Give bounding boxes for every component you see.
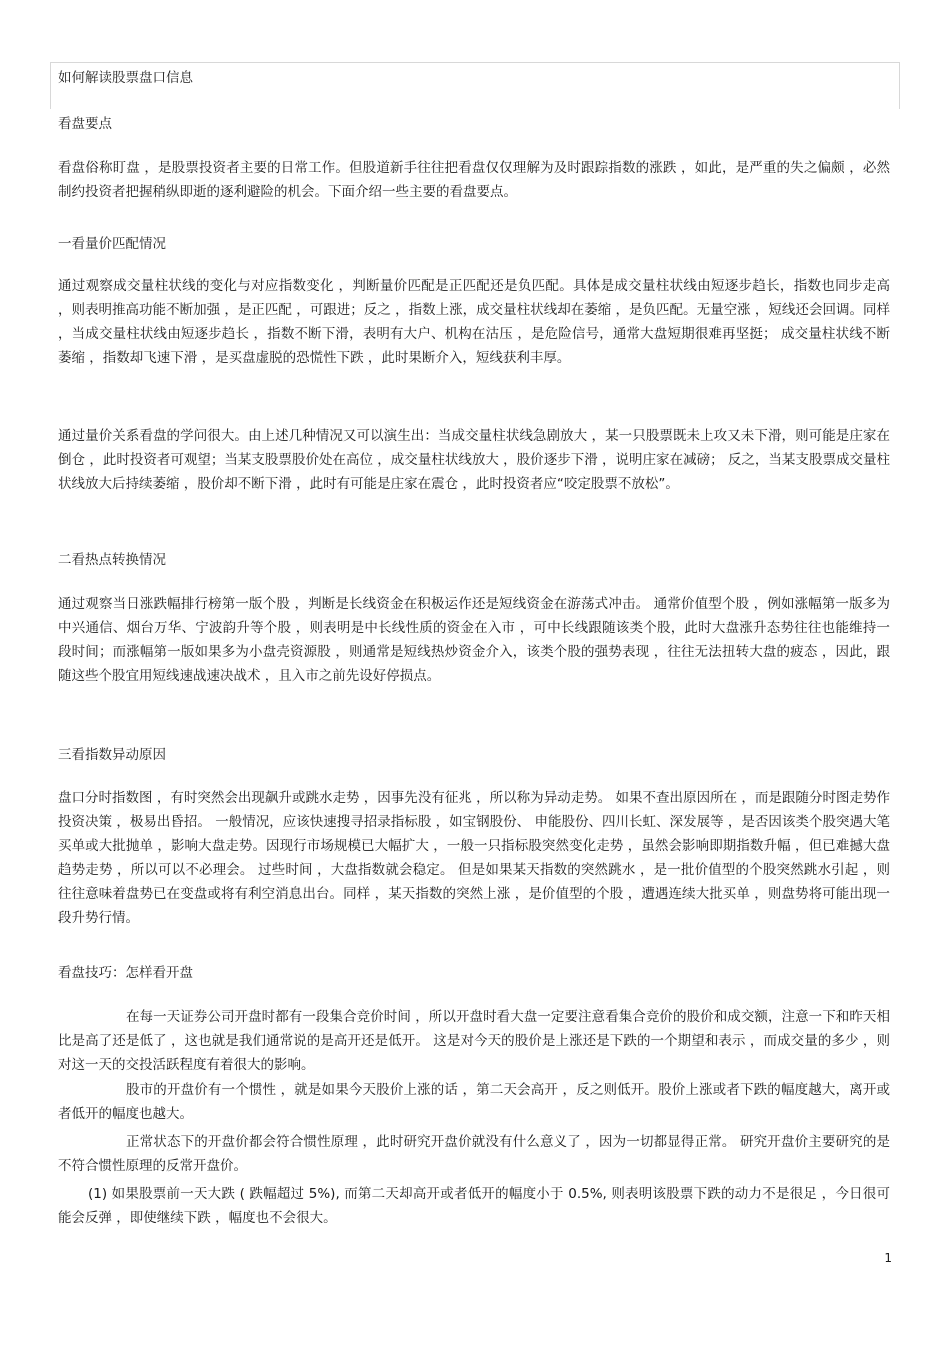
page-number: 1 (884, 1251, 892, 1265)
paragraph-opening-3: 正常状态下的开盘价都会符合惯性原理 ，此时研究开盘价就没有什么意义了 ，因为一切都显得正常。 研究开盘价主要研究的是不符合惯性原理的反常开盘价。 (58, 1134, 890, 1174)
paragraph-opening-2: 股市的开盘价有一个惯性 ，就是如果今天股价上涨的话 ，第二天会高开 ，反之则低开。股价上涨或者下跌的幅度越大，离开或者低开的幅度也越大。 (58, 1082, 890, 1122)
paragraph-volume-price-2: 通过量价关系看盘的学问很大。由上述几种情况又可以演生出：当成交量柱状线急剧放大 ，某一只股票既未上攻又未下滑，则可能是庄家在倒仓 ，此时投资者可观望；当某支股票股价处在高位 ，成交量柱状线放大 ，股价逐步下滑 ，说明庄家在减磅； 反之，当某支股票成交量柱状线放大后持续萎缩 ，股价却不断下滑 ，此时有可能是庄家在震仓 ，此时投资者应“咬定股票不放松”。 (58, 428, 890, 492)
paragraph-opening-list-1: (1) 如果股票前一天大跌 ( 跌幅超过 5%), 而第二天却高开或者低开的幅度小于 0.5%, 则表明该股票下跌的动力不是很足 ，今日很可能会反弹 ，即使继续下跌 ，幅度也不会很大。 (58, 1186, 890, 1226)
paragraph-opening-1: 在每一天证券公司开盘时都有一段集合竞价时间 ，所以开盘时看大盘一定要注意看集合竞价的股价和成交额，注意一下和昨天相比是高了还是低了 ，这也就是我们通常说的是高开还是低开。 这是对今天的股价是上涨还是下跌的一个期望和表示 ，而成交量的多少 ，则对这一天的交投活跃程度有着很大的影响。 (58, 1009, 890, 1073)
section-heading-volume-price: 一看量价匹配情况 (58, 236, 166, 252)
paragraph-volume-price-1: 通过观察成交量柱状线的变化与对应指数变化 ，判断量价匹配是正匹配还是负匹配。具体是成交量柱状线由短逐步趋长，指数也同步走高 ，则表明推高功能不断加强 ，是正匹配 ，可跟进；反之 ，指数上涨，成交量柱状线却在萎缩 ，是负匹配。无量空涨 ，短线还会回调。同样 ，当成交量柱状线由短逐步趋长 ，指数不断下滑，表明有大户、机构在沽压 ，是危险信号，通常大盘短期很难再坚挺； 成交量柱状线不断萎缩 ，指数却飞速下滑 ，是买盘虚脱的恐慌性下跌 ，此时果断介入，短线获利丰厚。 (58, 278, 890, 366)
paragraph-hotspot: 通过观察当日涨跌幅排行榜第一版个股 ，判断是长线资金在积极运作还是短线资金在游荡式冲击。 通常价值型个股 ，例如涨幅第一版多为中兴通信、烟台万华、宁波韵升等个股 ，则表明是中长线性质的资金在入市 ，可中长线跟随该类个股，此时大盘涨升态势往往也能维持一段时间；而涨幅第一版如果多为小盘壳资源股 ，则通常是短线热炒资金介入，该类个股的强势表现 ，往往无法扭转大盘的疲态 ，因此，跟随这些个股宜用短线速战速决战术 ，且入市之前先设好停损点。 (58, 596, 890, 684)
section-heading-hotspot: 二看热点转换情况 (58, 552, 166, 568)
section-heading-key-points: 看盘要点 (58, 116, 112, 132)
document-title: 如何解读股票盘口信息 (58, 70, 193, 86)
paragraph-index-anomaly: 盘口分时指数图 ，有时突然会出现飙升或跳水走势 ，因事先没有征兆 ，所以称为异动走势。 如果不查出原因所在 ，而是跟随分时图走势作投资决策 ，极易出昏招。 一般情况，应该快速搜寻招录指标股 ，如宝钢股份、 申能股份、四川长虹、深发展等 ，是否因该类个股突遇大笔买单或大批抛单 ，影响大盘走势。因现行市场规模已大幅扩大 ，一般一只指标股突然变化走势 ，虽然会影响即期指数升幅 ，但已难撼大盘趋势走势 ，所以可以不必理会。 过些时间 ，大盘指数就会稳定。 但是如果某天指数的突然跳水 ，是一批价值型的个股突然跳水引起 ，则往往意味着盘势已在变盘或将有利空消息出台。同样 ，某天指数的突然上涨 ，是价值型的个股 ，遭遇连续大批买单 ，则盘势将可能出现一段升势行情。 (58, 790, 890, 926)
section-heading-index-anomaly: 三看指数异动原因 (58, 747, 166, 763)
paragraph-intro: 看盘俗称盯盘 ，是股票投资者主要的日常工作。但股道新手往往把看盘仅仅理解为及时跟踪指数的涨跌 ，如此，是严重的失之偏颇 ，必然制约投资者把握稍纵即逝的逐利避险的机会。下面介绍一些主要的看盘要点。 (58, 160, 890, 200)
section-heading-opening: 看盘技巧：怎样看开盘 (58, 965, 193, 981)
